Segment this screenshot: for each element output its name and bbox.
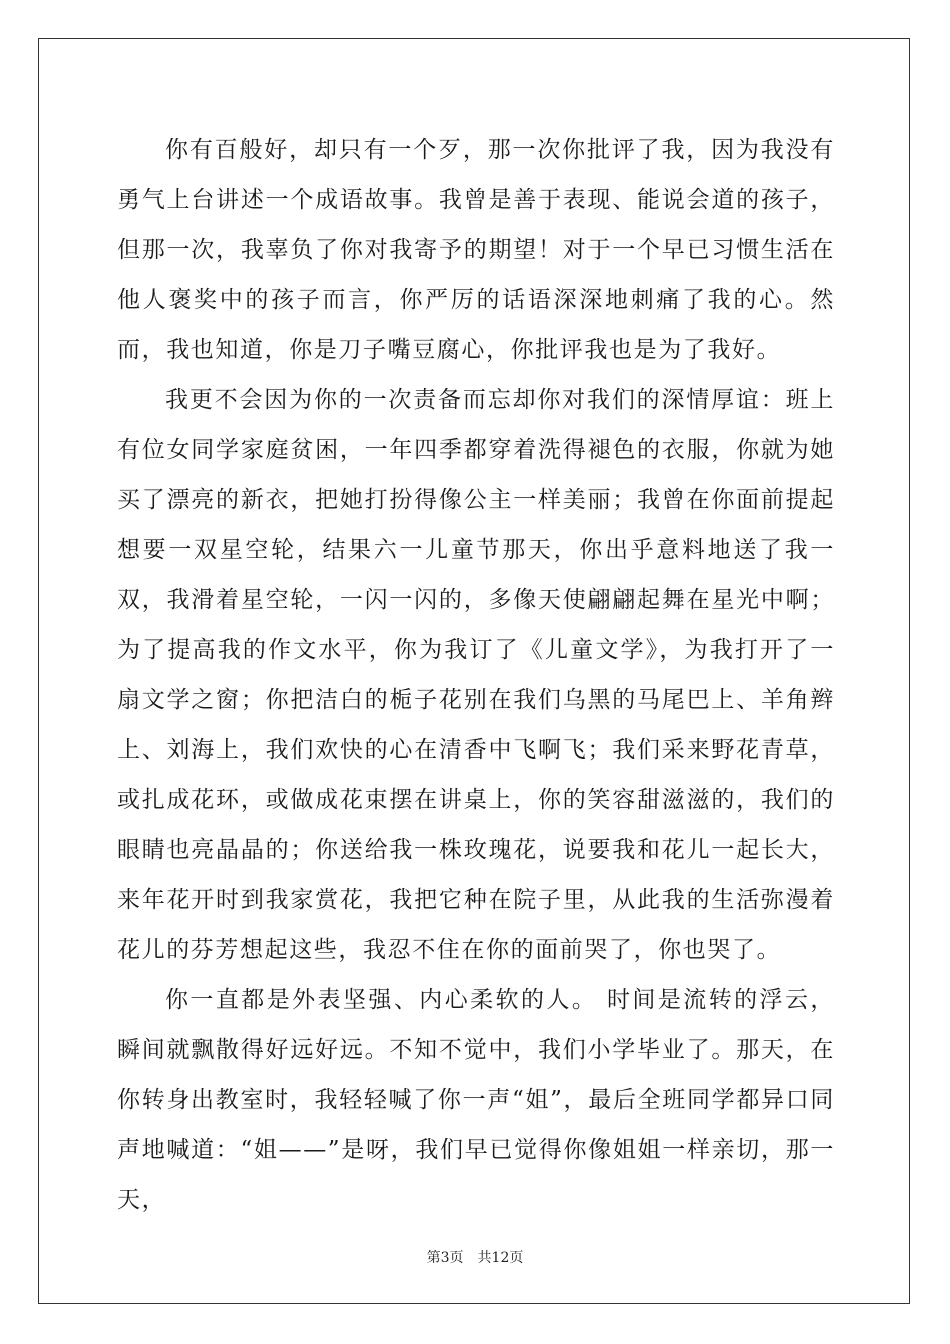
page-footer — [0, 1247, 950, 1267]
document-body — [117, 125, 835, 1225]
paragraph: 你有百般好，却只有一个歹，那一次你批评了我，因为我没有勇气上台讲述一个成语故事。我曾是善于表现、能说会道的孩子，但那一次，我辜负了你对我寄予的期望！对于一个早已习惯生活在他人褒奖中的孩子而言，你严厉的话语深深地刺痛了我的心。然而，我也知道，你是刀子嘴豆腐心，你批评我也是为了我好。 — [117, 137, 835, 363]
total-pages-label: 共12页 — [477, 1250, 524, 1266]
current-page-label: 第3页 — [426, 1250, 464, 1266]
paragraph: 你一直都是外表坚强、内心柔软的人。 时间是流转的浮云，瞬间就飘散得好远好远。不知不觉中，我们小学毕业了。那天，在你转身出教室时，我轻轻喊了你一声“姐”，最后全班同学都异口同声地喊道：“姐——”是呀，我们早已觉得你像姐姐一样亲切，那一天， — [117, 987, 835, 1213]
paragraph: 我更不会因为你的一次责备而忘却你对我们的深情厚谊：班上有位女同学家庭贫困，一年四季都穿着洗得褪色的衣服，你就为她买了漂亮的新衣，把她打扮得像公主一样美丽；我曾在你面前提起想要一双星空轮，结果六一儿童节那天，你出乎意料地送了我一双，我滑着星空轮，一闪一闪的，多像天使翩翩起舞在星光中啊；为了提高我的作文水平，你为我订了《儿童文学》，为我打开了一扇文学之窗；你把洁白的栀子花别在我们乌黑的马尾巴上、羊角辫上、刘海上，我们欢快的心在清香中飞啊飞；我们采来野花青草，或扎成花环，或做成花束摆在讲桌上，你的笑容甜滋滋的，我们的眼睛也亮晶晶的；你送给我一株玫瑰花，说要我和花儿一起长大，来年花开时到我家赏花，我把它种在院子里，从此我的生活弥漫着花儿的芬芳想起这些，我忍不住在你的面前哭了，你也哭了。 — [117, 387, 835, 963]
